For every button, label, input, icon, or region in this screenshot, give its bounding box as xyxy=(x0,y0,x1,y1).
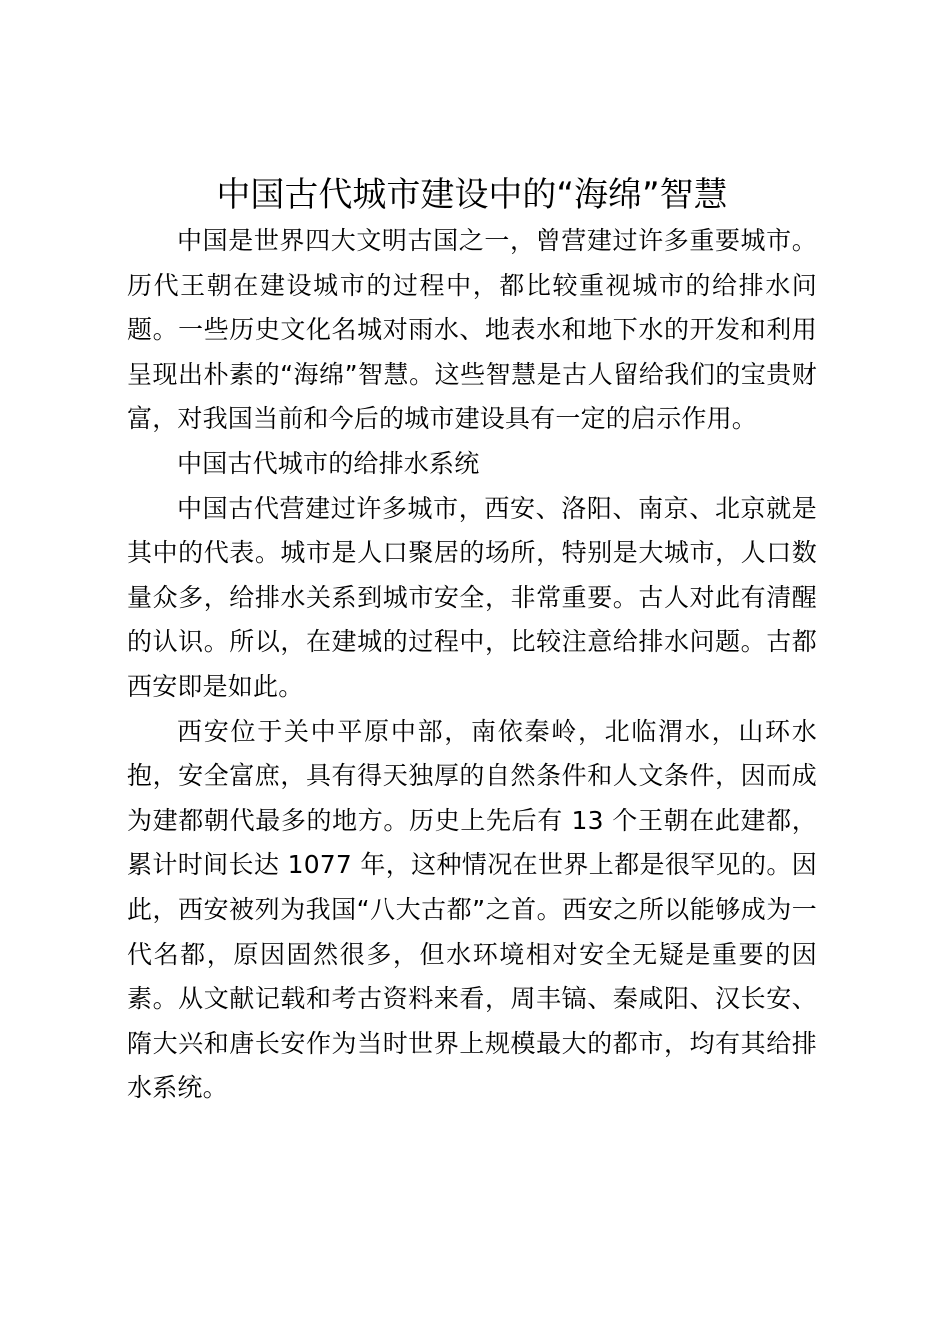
section-heading: 中国古代城市的给排水系统 xyxy=(177,448,480,478)
document-title: 中国古代城市建设中的“海绵”智慧 xyxy=(216,175,728,215)
document-page xyxy=(127,171,817,1111)
paragraph-cities: 中国古代营建过许多城市，西安、洛阳、南京、北京就是其中的代表。城市是人口聚居的场所，特别是大城市，人口数量众多，给排水关系到城市安全，非常重要。古人对此有清醒的认识。所以，在建城的过程中，比较注意给排水问题。古都西安即是如此。 xyxy=(127,493,817,701)
paragraph-xian: 西安位于关中平原中部，南依秦岭，北临渭水，山环水抱，安全富庶，具有得天独厚的自然条件和人文条件，因而成为建都朝代最多的地方。历史上先后有 13 个王朝在此建都，累计时间长达 1077 年，这种情况在世界上都是很罕见的。因此，西安被列为我国“八大古都”之首。西安之所以能够成为一代名都，原因固然很多，但水环境相对安全无疑是重要的因素。从文献记载和考古资料来看，周丰镐、秦咸阳、汉长安、隋大兴和唐长安作为当时世界上规模最大的都市，均有其给排水系统。 xyxy=(127,716,817,1103)
paragraph-intro: 中国是世界四大文明古国之一，曾营建过许多重要城市。历代王朝在建设城市的过程中，都比较重视城市的给排水问题。一些历史文化名城对雨水、地表水和地下水的开发和利用呈现出朴素的“海绵”智慧。这些智慧是古人留给我们的宝贵财富，对我国当前和今后的城市建设具有一定的启示作用。 xyxy=(127,226,817,434)
